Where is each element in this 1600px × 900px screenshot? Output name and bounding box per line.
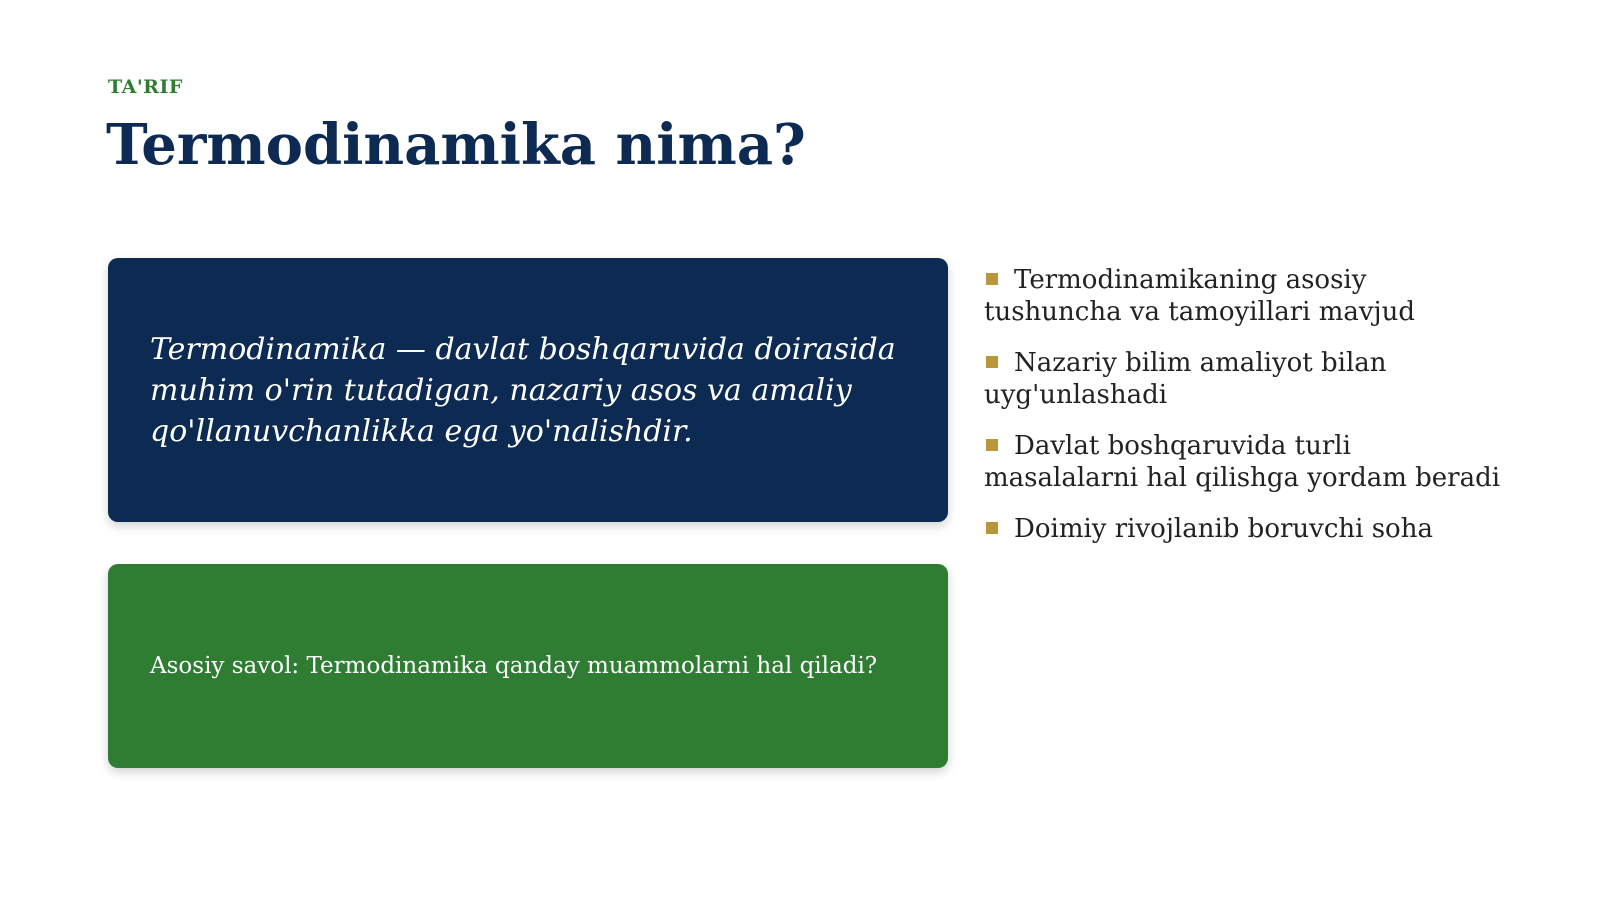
square-bullet-icon [986, 273, 998, 285]
square-bullet-icon [986, 522, 998, 534]
definition-card [108, 258, 948, 522]
key-question-card [108, 564, 948, 768]
square-bullet-icon [986, 439, 998, 451]
bullet-item [984, 264, 1504, 328]
bullet-item [984, 347, 1504, 411]
bullet-text: Davlat boshqaruvida turli masalalarni hal qilishga yordam beradi [984, 431, 1501, 493]
section-label: TA'RIF [108, 76, 183, 98]
key-question-text: Asosiy savol: Termodinamika qanday muammolarni hal qiladi? [150, 653, 878, 679]
bullet-item [984, 513, 1504, 545]
bullet-text: Termodinamikaning asosiy tushuncha va tamoyillari mavjud [984, 265, 1415, 327]
definition-text: Termodinamika — davlat boshqaruvida doirasida muhim o'rin tutadigan, nazariy asos va amaliy qo'llanuvchanlikka ega yo'nalishdir. [150, 331, 896, 449]
bullet-list [984, 264, 1504, 564]
bullet-text: Nazariy bilim amaliyot bilan uyg'unlashadi [984, 348, 1387, 410]
bullet-item [984, 430, 1504, 494]
slide-title: Termodinamika nima? [106, 112, 806, 178]
bullet-text: Doimiy rivojlanib boruvchi soha [1014, 514, 1433, 544]
square-bullet-icon [986, 356, 998, 368]
